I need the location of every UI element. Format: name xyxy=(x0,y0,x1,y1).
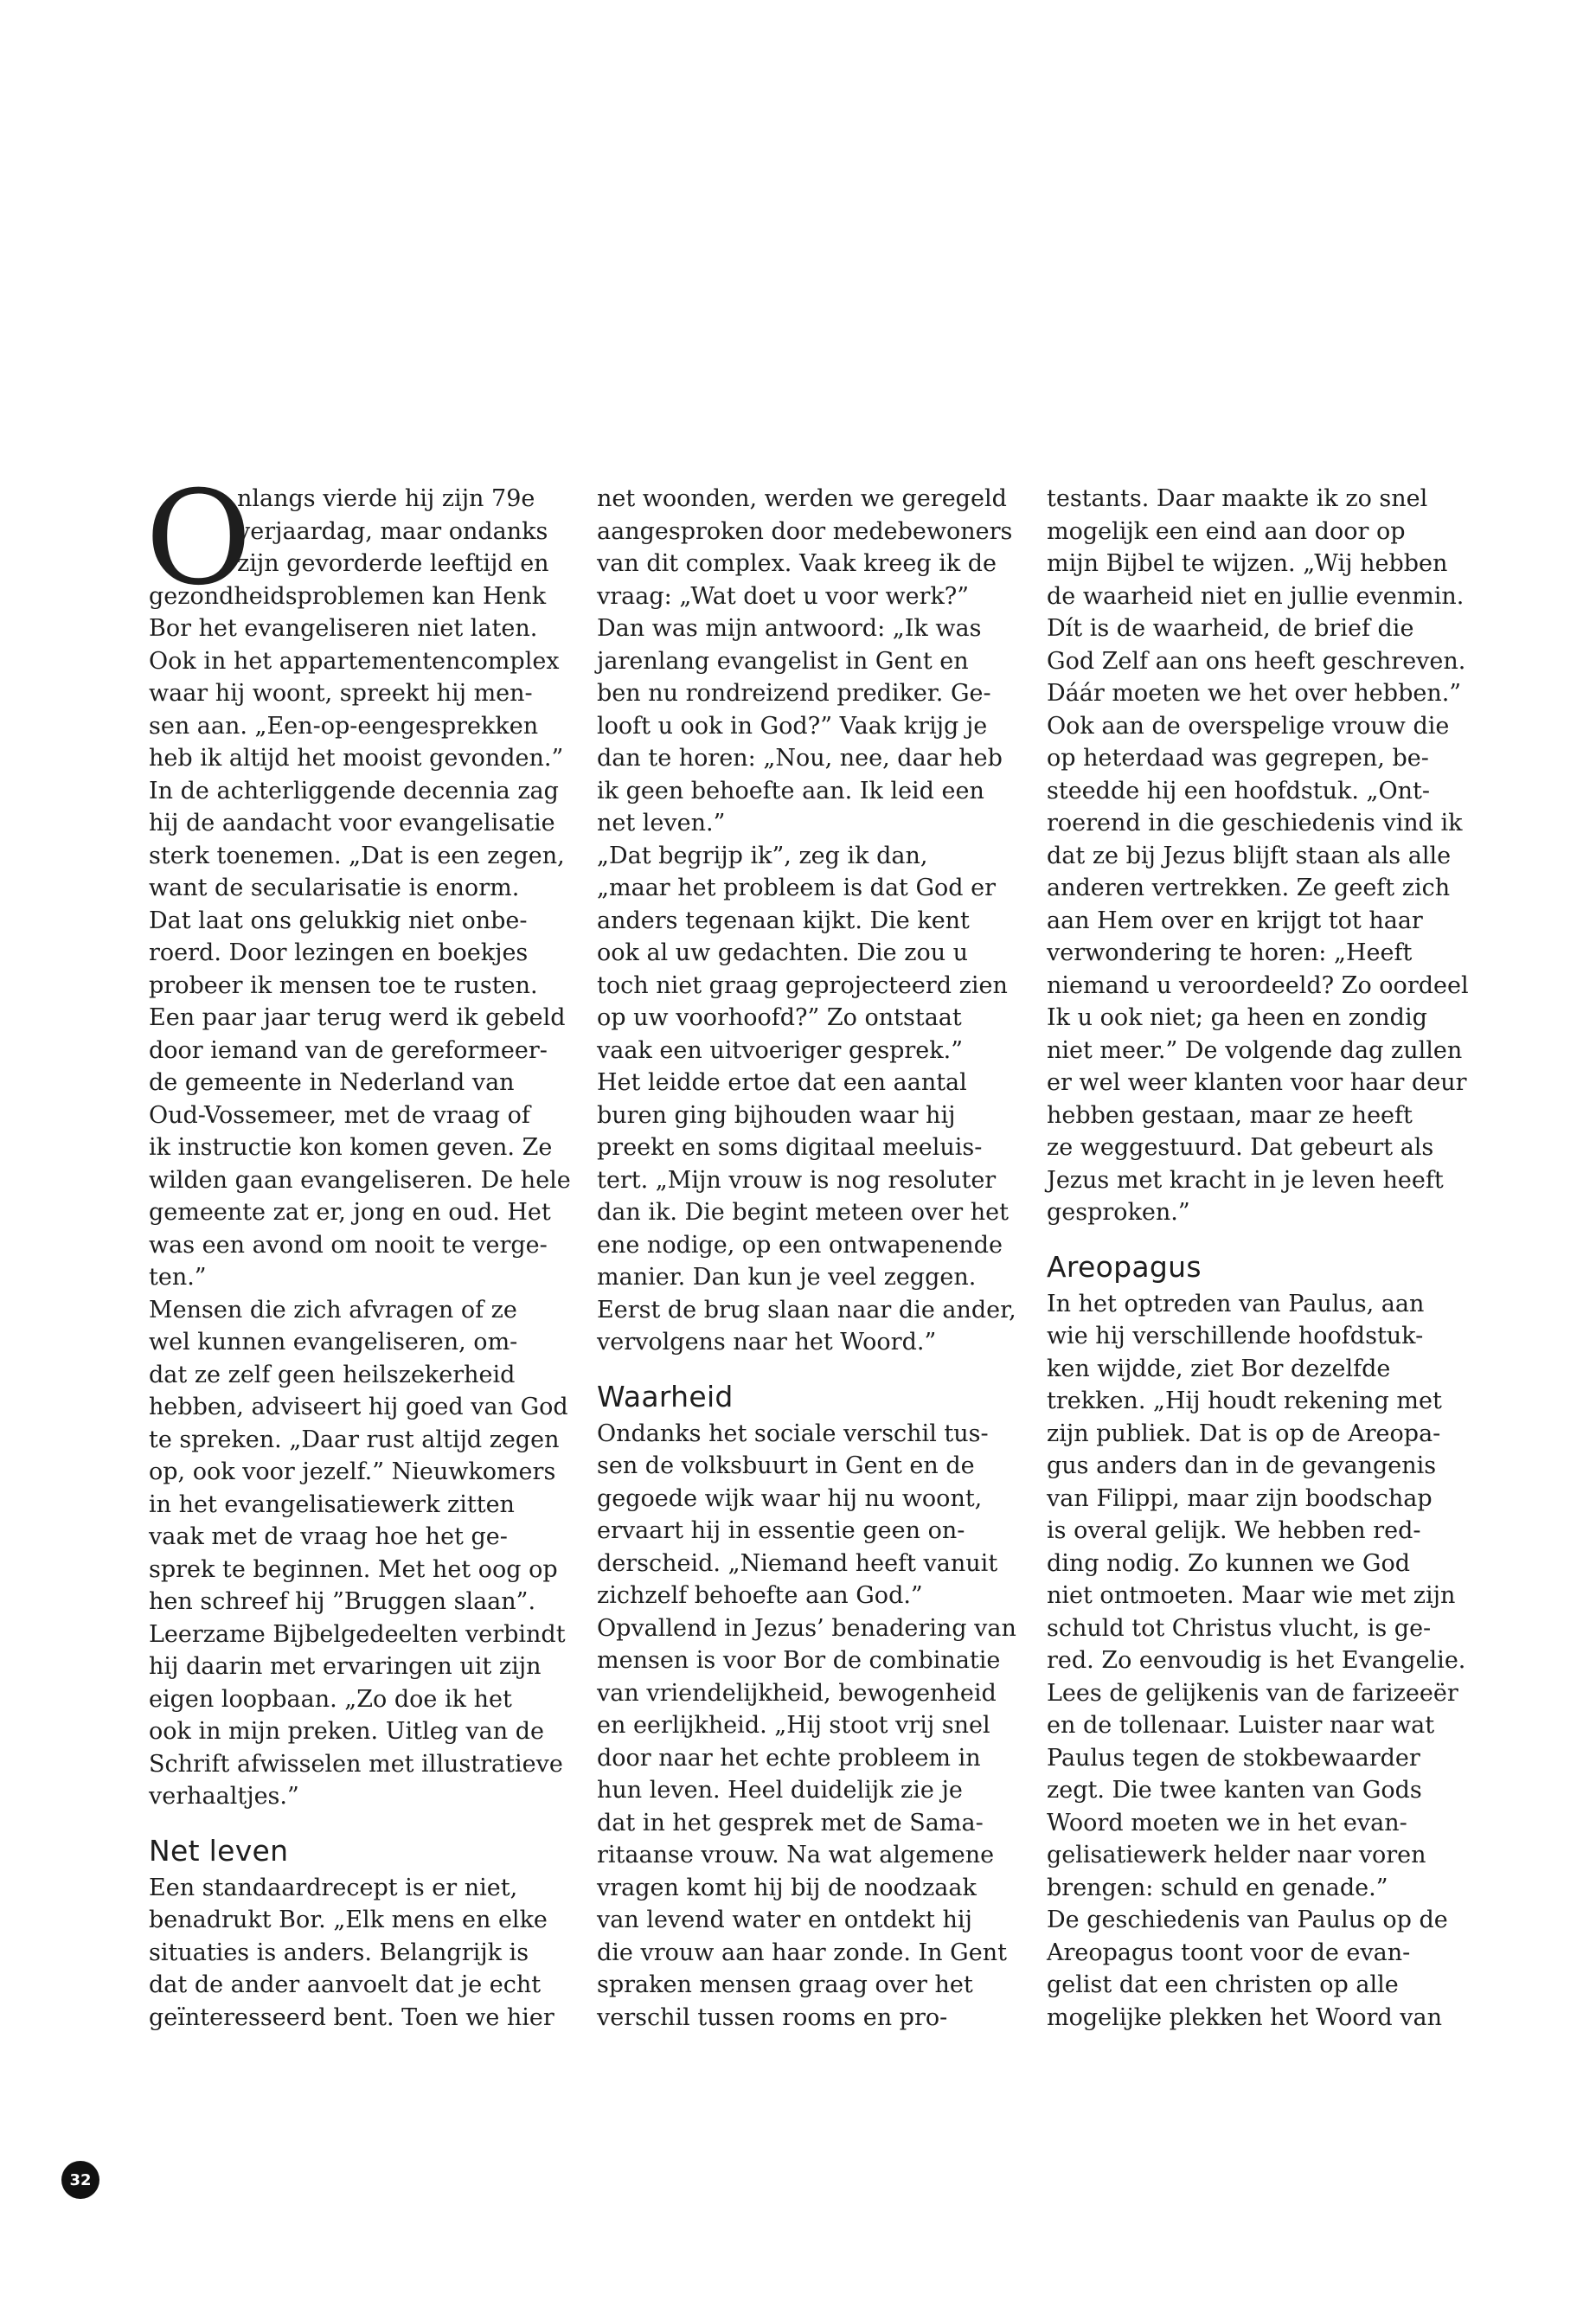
text-line: testants. Daar maakte ik zo snel xyxy=(1047,485,1428,512)
text-line: te spreken. „Daar rust altijd zegen xyxy=(149,1426,560,1453)
text-line: net woonden, werden we geregeld xyxy=(597,485,1007,512)
section-heading-areopagus: Areopagus xyxy=(1047,1249,1202,1284)
text-line: Het leidde ertoe dat een aantal xyxy=(597,1069,967,1096)
text-line: Ook in het appartementencomplex xyxy=(149,647,560,675)
article-column-1 xyxy=(145,464,573,2034)
text-line: ene nodige, op een ontwapenende xyxy=(597,1231,1003,1259)
text-line: ik instructie kon komen geven. Ze xyxy=(149,1134,553,1161)
text-line: Ook aan de overspelige vrouw die xyxy=(1047,712,1450,740)
text-line: schuld tot Christus vlucht, is ge- xyxy=(1047,1614,1432,1642)
text-line: roerd. Door lezingen en boekjes xyxy=(149,939,529,966)
text-line: aan Hem over en krijgt tot haar xyxy=(1047,907,1423,934)
text-line: steedde hij een hoofdstuk. „Ont- xyxy=(1047,777,1430,804)
text-line: Jezus met kracht in je leven heeft xyxy=(1047,1166,1444,1194)
text-line: Bor het evangeliseren niet laten. xyxy=(149,615,538,642)
text-line: wel kunnen evangeliseren, om- xyxy=(149,1329,518,1356)
text-line: sterk toenemen. „Dat is een zegen, xyxy=(149,842,565,869)
text-line: van dit complex. Vaak kreeg ik de xyxy=(597,550,997,577)
column-1-body xyxy=(149,580,573,1813)
text-line: Woord moeten we in het evan- xyxy=(1047,1809,1407,1836)
text-line: trekken. „Hij houdt rekening met xyxy=(1047,1388,1442,1414)
text-line: mogelijk een eind aan door op xyxy=(1047,517,1406,545)
text-line: is overal gelijk. We hebben red- xyxy=(1047,1517,1421,1544)
text-line: ook al uw gedachten. Die zou u xyxy=(597,939,969,966)
text-line: dat ze bij Jezus blijft staan als alle xyxy=(1047,842,1452,869)
text-line: In het optreden van Paulus, aan xyxy=(1047,1290,1425,1317)
text-line: ben nu rondreizend prediker. Ge- xyxy=(597,680,991,707)
page-number-badge: 32 xyxy=(61,2161,99,2199)
text-line: Oud-Vossemeer, met de vraag of xyxy=(149,1101,530,1129)
text-line: jarenlang evangelist in Gent en xyxy=(597,647,969,675)
text-line: vaak een uitvoeriger gesprek.” xyxy=(597,1036,964,1064)
text-line: wilden gaan evangeliseren. De hele xyxy=(149,1166,571,1194)
text-line: roerend in die geschiedenis vind ik xyxy=(1047,810,1463,836)
text-line: ding nodig. Zo kunnen we God xyxy=(1047,1549,1411,1577)
text-line: ook in mijn preken. Uitleg van de xyxy=(149,1718,545,1745)
text-line: red. Zo eenvoudig is het Evangelie. xyxy=(1047,1647,1466,1674)
text-line: heb ik altijd het mooist gevonden.” xyxy=(149,745,564,772)
text-line: Lees de gelijkenis van de farizeeër xyxy=(1047,1679,1458,1707)
text-line: spraken mensen graag over het xyxy=(597,1971,973,1998)
text-line: ritaanse vrouw. Na wat algemene xyxy=(597,1842,995,1868)
text-line: gesproken.” xyxy=(1047,1199,1190,1226)
text-line: „Dat begrijp ik”, zeg ik dan, xyxy=(597,842,928,869)
text-line: Dan was mijn antwoord: „Ik was xyxy=(597,615,982,642)
text-line: zegt. Die twee kanten van Gods xyxy=(1047,1777,1422,1804)
text-line: sen de volksbuurt in Gent en de xyxy=(597,1452,975,1479)
text-line: verschil tussen rooms en pro- xyxy=(597,2003,948,2031)
text-line: ervaart hij in essentie geen on- xyxy=(597,1517,965,1544)
text-line: wie hij verschillende hoofdstuk- xyxy=(1047,1323,1424,1349)
text-line: God Zelf aan ons heeft geschreven. xyxy=(1047,647,1466,675)
text-line: Een standaardrecept is er niet, xyxy=(149,1874,518,1901)
text-line: hij de aandacht voor evangelisatie xyxy=(149,810,555,836)
text-line: mijn Bijbel te wijzen. „Wij hebben xyxy=(1047,550,1448,577)
text-line: gus anders dan in de gevangenis xyxy=(1047,1452,1437,1479)
text-line: probeer ik mensen toe te rusten. xyxy=(149,971,538,999)
text-line: preekt en soms digitaal meeluis- xyxy=(597,1134,983,1161)
text-line: ze weggestuurd. Dat gebeurt als xyxy=(1047,1134,1434,1161)
text-line: Eerst de brug slaan naar die ander, xyxy=(597,1296,1016,1324)
text-line: „maar het probleem is dat God er xyxy=(597,875,997,901)
text-line: hebben, adviseert hij goed van God xyxy=(149,1394,568,1420)
text-line: op, ook voor jezelf.” Nieuwkomers xyxy=(149,1458,556,1485)
text-line: In de achterliggende decennia zag xyxy=(149,777,559,804)
text-line: geïnteresseerd bent. Toen we hier xyxy=(149,2003,554,2031)
column-2-after-heading xyxy=(597,1418,1021,2035)
text-line: Leerzame Bijbelgedeelten verbindt xyxy=(149,1620,566,1648)
text-line: Paulus tegen de stokbewaarder xyxy=(1047,1744,1420,1772)
text-line: verwondering te horen: „Heeft xyxy=(1047,939,1413,966)
text-line: Mensen die zich afvragen of ze xyxy=(149,1296,517,1324)
text-line: toch niet graag geprojecteerd zien xyxy=(597,971,1008,999)
text-line: door naar het echte probleem in xyxy=(597,1744,981,1772)
text-line: was een avond om nooit te verge- xyxy=(149,1231,548,1259)
text-line: sen aan. „Een-op-eengesprekken xyxy=(149,712,539,740)
text-line: tert. „Mijn vrouw is nog resoluter xyxy=(597,1166,997,1194)
text-line: Dít is de waarheid, de brief die xyxy=(1047,615,1414,642)
text-line: er wel weer klanten voor haar deur xyxy=(1047,1069,1467,1096)
column-3-body xyxy=(1047,483,1471,1229)
text-line: hij daarin met ervaringen uit zijn xyxy=(149,1653,542,1680)
text-line: waar hij woont, spreekt hij men- xyxy=(149,680,533,707)
text-line: looft u ook in God?” Vaak krijg je xyxy=(597,712,988,740)
text-line: hebben gestaan, maar ze heeft xyxy=(1047,1101,1413,1129)
text-line: hun leven. Heel duidelijk zie je xyxy=(597,1777,963,1804)
text-line: Schrift afwisselen met illustratieve xyxy=(149,1750,563,1778)
text-line: mensen is voor Bor de combinatie xyxy=(597,1647,1001,1674)
text-line: dat de ander aanvoelt dat je echt xyxy=(149,1971,542,1998)
text-line: anders tegenaan kijkt. Die kent xyxy=(597,907,970,934)
article-column-3 xyxy=(1047,483,1471,2034)
drop-cap: O xyxy=(145,464,252,614)
text-line: gemeente zat er, jong en oud. Het xyxy=(149,1199,551,1226)
text-line: vragen komt hij bij de noodzaak xyxy=(597,1874,977,1901)
text-line: dan te horen: „Nou, nee, daar heb xyxy=(597,745,1003,772)
text-line: anderen vertrekken. Ze geeft zich xyxy=(1047,875,1451,901)
text-line: situaties is anders. Belangrijk is xyxy=(149,1939,529,1966)
text-line: verjaardag, maar ondanks xyxy=(237,517,548,545)
column-3-after-heading xyxy=(1047,1288,1471,2035)
text-line: aangesproken door medebewoners xyxy=(597,517,1013,545)
text-line: van Filippi, maar zijn boodschap xyxy=(1047,1484,1433,1512)
text-line: en eerlijkheid. „Hij stoot vrij snel xyxy=(597,1712,990,1739)
text-line: gelisatiewerk helder naar voren xyxy=(1047,1842,1426,1868)
text-line: derscheid. „Niemand heeft vanuit xyxy=(597,1549,998,1577)
text-line: Opvallend in Jezus’ benadering van xyxy=(597,1614,1016,1642)
text-line: vervolgens naar het Woord.” xyxy=(597,1329,937,1356)
text-line: op uw voorhoofd?” Zo ontstaat xyxy=(597,1004,962,1031)
text-line: door iemand van de gereformeer- xyxy=(149,1036,548,1064)
text-line: de waarheid niet en jullie evenmin. xyxy=(1047,582,1465,610)
text-line: Ik u ook niet; ga heen en zondig xyxy=(1047,1004,1427,1031)
text-line: die vrouw aan haar zonde. In Gent xyxy=(597,1939,1007,1966)
text-line: Areopagus toont voor de evan- xyxy=(1047,1939,1411,1966)
text-line: Een paar jaar terug werd ik gebeld xyxy=(149,1004,566,1031)
text-line: gelist dat een christen op alle xyxy=(1047,1971,1399,1998)
column-1-after-heading xyxy=(149,1872,573,2035)
text-line: eigen loopbaan. „Zo doe ik het xyxy=(149,1685,512,1713)
text-line: De geschiedenis van Paulus op de xyxy=(1047,1907,1448,1933)
text-line: zijn publiek. Dat is op de Areopa- xyxy=(1047,1420,1441,1447)
text-line: hen schreef hij ”Bruggen slaan”. xyxy=(149,1588,536,1615)
text-line: mogelijke plekken het Woord van xyxy=(1047,2003,1442,2031)
text-line: want de secularisatie is enorm. xyxy=(149,875,520,901)
text-line: niemand u veroordeeld? Zo oordeel xyxy=(1047,971,1469,999)
text-line: zijn gevorderde leeftijd en xyxy=(237,550,549,577)
text-line: gezondheidsproblemen kan Henk xyxy=(149,582,547,610)
text-line: benadrukt Bor. „Elk mens en elke xyxy=(149,1907,548,1933)
text-line: Ondanks het sociale verschil tus- xyxy=(597,1420,989,1447)
text-line: de gemeente in Nederland van xyxy=(149,1069,515,1096)
text-line: van levend water en ontdekt hij xyxy=(597,1907,972,1933)
text-line: Dat laat ons gelukkig niet onbe- xyxy=(149,907,528,934)
text-line: en de tollenaar. Luister naar wat xyxy=(1047,1712,1435,1739)
text-line: dat in het gesprek met de Sama- xyxy=(597,1809,984,1836)
text-line: zichzelf behoefte aan God.” xyxy=(597,1582,923,1609)
text-line: manier. Dan kun je veel zeggen. xyxy=(597,1264,977,1291)
column-2-body xyxy=(597,483,1021,1359)
text-line: ik geen behoefte aan. Ik leid een xyxy=(597,777,984,804)
text-line: net leven.” xyxy=(597,810,726,836)
text-line: niet meer.” De volgende dag zullen xyxy=(1047,1036,1463,1064)
text-line: buren ging bijhouden waar hij xyxy=(597,1101,956,1129)
text-line: gegoede wijk waar hij nu woont, xyxy=(597,1484,983,1512)
text-line: ken wijdde, ziet Bor dezelfde xyxy=(1047,1355,1391,1382)
text-line: nlangs vierde hij zijn 79e xyxy=(237,485,535,512)
text-line: sprek te beginnen. Met het oog op xyxy=(149,1555,558,1583)
article-column-2 xyxy=(597,483,1021,2034)
text-line: in het evangelisatiewerk zitten xyxy=(149,1490,515,1518)
text-line: brengen: schuld en genade.” xyxy=(1047,1874,1388,1901)
text-line: Dáár moeten we het over hebben.” xyxy=(1047,680,1462,707)
text-line: dat ze zelf geen heilszekerheid xyxy=(149,1361,516,1388)
text-line: niet ontmoeten. Maar wie met zijn xyxy=(1047,1582,1456,1609)
text-line: op heterdaad was gegrepen, be- xyxy=(1047,745,1429,772)
text-line: dan ik. Die begint meteen over het xyxy=(597,1199,1009,1226)
section-heading-net-leven: Net leven xyxy=(149,1833,289,1868)
text-line: vraag: „Wat doet u voor werk?” xyxy=(597,582,970,610)
text-line: van vriendelijkheid, bewogenheid xyxy=(597,1679,997,1707)
text-line: ten.” xyxy=(149,1264,207,1291)
text-line: verhaaltjes.” xyxy=(149,1783,299,1810)
section-heading-waarheid: Waarheid xyxy=(597,1379,734,1413)
text-line: vaak met de vraag hoe het ge- xyxy=(149,1523,508,1550)
